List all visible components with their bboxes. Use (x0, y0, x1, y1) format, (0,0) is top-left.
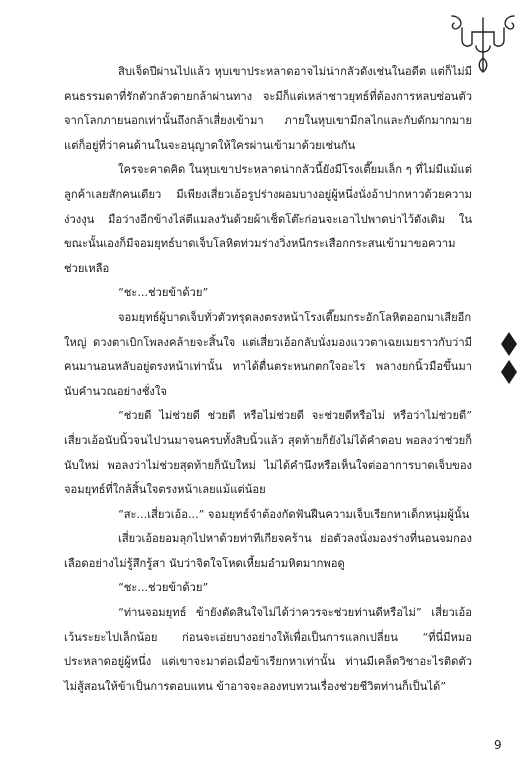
page-number: 9 (494, 738, 502, 752)
paragraph: “ช่วยดี ไม่ช่วยดี ช่วยดี หรือไม่ช่วยดี จะช่วยดีหรือไม่ หรือว่าไม่ช่วยดี” เสี่ยวเอ้อนับนิ้วจนไปวนมาจนครบทั้งสิบนิ้วแล้ว สุดท้ายก็ยังไม่ได้คำตอบ พอลงว่าช่วยก็นับใหม่ พอลงว่าไม่ช่วยสุดท้ายก็นับใหม่ ไม่ได้คำนึงหรือเห็นใจต่ออาการบาดเจ็บของจอมยุทธ์ที่ใกล้สิ้นใจตรงหน้าเลยแม้แต่น้อย (64, 409, 472, 497)
paragraph: ใครจะคาดคิด ในหุบเขาประหลาดน่ากลัวนี้ยังมีโรงเตี๊ยมเล็ก ๆ ที่ไม่มีแม้แต่ลูกค้าเลยสักคนเดียว มีเพียงเสี่ยวเอ้อรูปร่างผอมบางอยู่ผู้หนึ่งนั่งอ้าปากหาวด้วยความง่วงงุน มือว่างอีกข้างไล่ตีแมลงวันด้วยผ้าเช็ดโต๊ะก่อนจะเอาไปพาดบ่าไว้ดังเดิม ในขณะนั้นเองก็มีจอมยุทธ์บาดเจ็บโลหิตท่วมร่างวิ่งหนีกระเสือกกระสนเข้ามาขอความช่วยเหลือ (64, 163, 472, 275)
paragraph: จอมยุทธ์ผู้บาดเจ็บทั่วตัวทรุดลงตรงหน้าโรงเตี๊ยมกระอักโลหิตออกมาเสียอีกใหญ่ ดวงตาเบิกโพลงคล้ายจะสิ้นใจ แต่เสี่ยวเอ้อกลับนั่งมองแววตาเฉยเมยราวกับว่ามีคนมานอนหลับอยู่ตรงหน้าเท่านั้น ทาได้ตื่นตระหนกตกใจอะไร พลางยกนิ้วมือขึ้นมานับคำนวณอย่างชั่งใจ (64, 310, 472, 398)
paragraph: “ท่านจอมยุทธ์ ข้ายังตัดสินใจไม่ได้ว่าควรจะช่วยท่านดีหรือไม่” เสี่ยวเอ้อเว้นระยะไปเล็กน้อย ก่อนจะเอ่ยบางอย่างให้เพื่อเป็นการแลกเปลี่ยน “ที่นี่มีหมอประหลาดอยู่ผู้หนึ่ง แต่เขาจะมาต่อเมื่อข้าเรียกหาเท่านั้น ท่านมีเคล็ดวิชาอะไรติดตัวไม่สู้สอนให้ข้าเป็นการตอบแทน ข้าอาจจะลองทบทวนเรื่องช่วยชีวิตท่านก็เป็นได้” (64, 606, 472, 693)
paragraph: “สะ...เสี่ยวเอ้อ...” จอมยุทธ์จำต้องกัดฟันฝืนความเจ็บเรียกหาเด็กหนุ่มผู้นั้น (118, 507, 470, 521)
paragraph: สิบเจ็ดปีผ่านไปแล้ว หุบเขาประหลาดอาจไม่น่ากลัวดังเช่นในอดีต แต่ก็ไม่มีคนธรรมดาที่รักตัวกลัวตายกล้าผ่านทาง จะมีก็แต่เหล่าชาวยุทธ์ที่ต้องการหลบซ่อนตัวจากโลกภายนอกเท่านั้นถึงกล้าเสี่ยงเข้ามา ภายในหุบเขามีกลไกและกับดักมากมาย แต่ก็อยู่ที่ว่าคนด้านในจะอนุญาตให้ใครผ่านเข้ามาด้วยเช่นกัน (64, 65, 472, 152)
body-text (64, 60, 472, 699)
paragraph: “ชะ...ช่วยข้าด้วย” (118, 581, 209, 595)
paragraph: “ชะ...ช่วยข้าด้วย” (118, 286, 209, 300)
double-diamond-icon (496, 330, 522, 386)
paragraph: เสี่ยวเอ้อยอมลุกไปหาด้วยท่าทีเกียจคร้าน ย่อตัวลงนั่งมองร่างที่นอนจมกองเลือดอย่างไม่รู้สึกรู้สา นับว่าจิตใจโหดเหี้ยมอำมหิตมากพอดู (64, 532, 472, 570)
